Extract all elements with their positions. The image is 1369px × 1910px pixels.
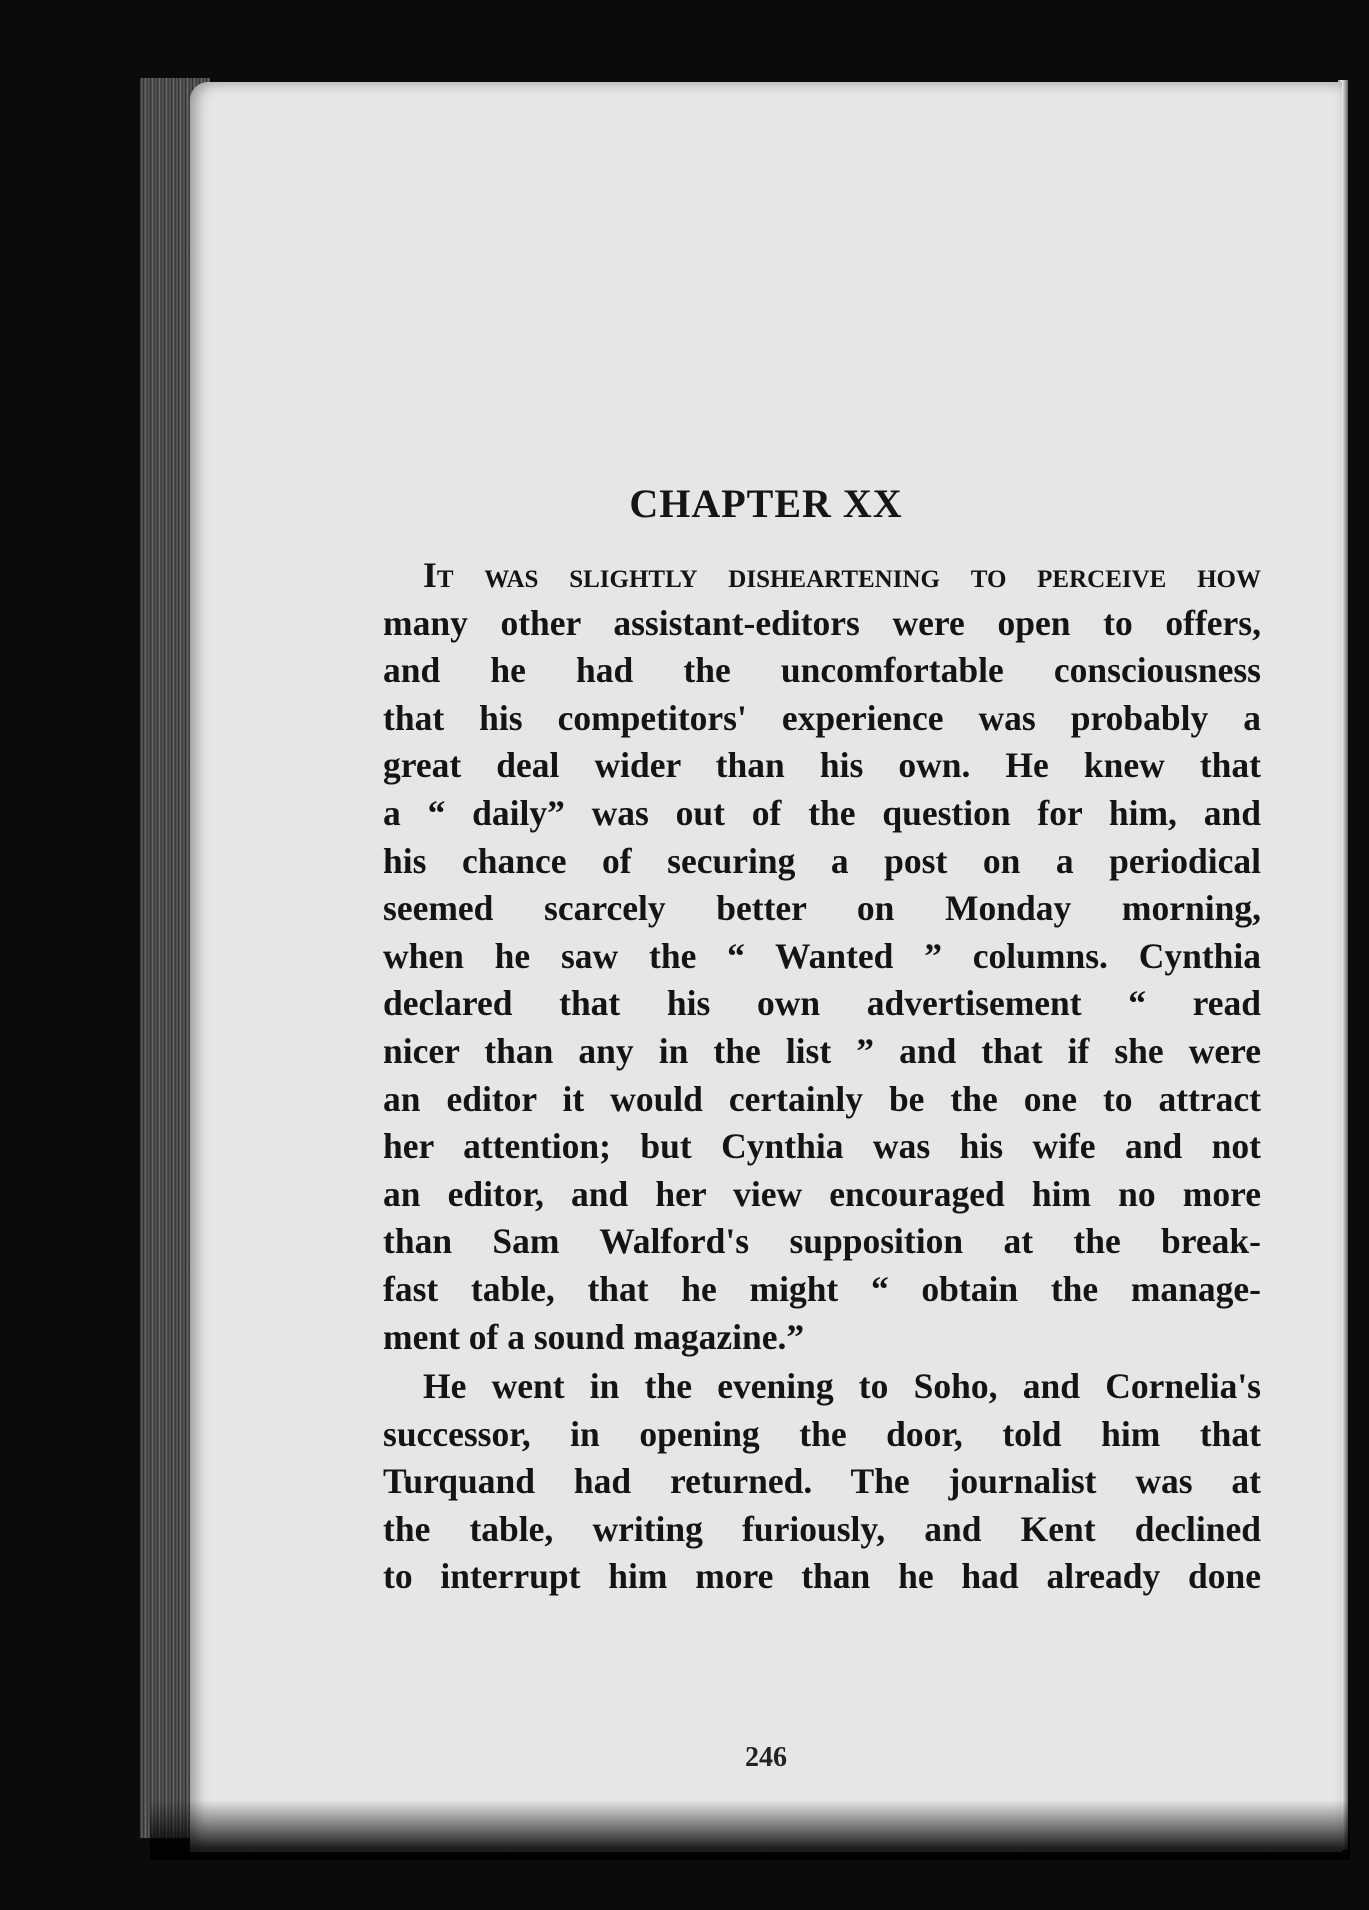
text-line: that his competitors' experience was probably a <box>383 697 1261 738</box>
text-line: fast table, that he might “ obtain the manage- <box>383 1268 1261 1309</box>
text-line: than Sam Walford's supposition at the break- <box>383 1221 1261 1262</box>
text-line: nicer than any in the list ” and that if she were <box>383 1030 1261 1071</box>
text-line: Turquand had returned. The journalist was at <box>383 1461 1261 1502</box>
text-line: great deal wider than his own. He knew that <box>383 745 1261 786</box>
text-line: and he had the uncomfortable consciousness <box>383 650 1261 691</box>
text-line: a “ daily” was out of the question for him, and <box>383 792 1261 833</box>
paragraph-2 <box>383 1363 1261 1601</box>
text-line: her attention; but Cynthia was his wife and not <box>383 1126 1261 1167</box>
text-line: his chance of securing a post on a periodical <box>383 840 1261 881</box>
bottom-shadow <box>150 1800 1350 1860</box>
chapter-title: CHAPTER XX <box>629 481 903 526</box>
paragraph-1 <box>383 552 1261 1361</box>
text-line <box>383 552 1261 600</box>
text-line: declared that his own advertisement “ read <box>383 983 1261 1024</box>
text-line: when he saw the “ Wanted ” columns. Cynthia <box>383 935 1261 976</box>
page-number: 246 <box>745 1742 787 1773</box>
text-line: successor, in opening the door, told him that <box>383 1413 1261 1454</box>
text-line: He went in the evening to Soho, and Cornelia's <box>423 1366 1261 1406</box>
text-line: ment of a sound magazine.” <box>383 1316 805 1357</box>
text-line-content: It was slightly disheartening to perceive how <box>423 555 1261 595</box>
text-line: an editor, and her view encouraged him no more <box>383 1173 1261 1214</box>
text-line: many other assistant-editors were open to offers, <box>383 602 1261 643</box>
text-line: the table, writing furiously, and Kent declined <box>383 1508 1261 1549</box>
text-line: an editor it would certainly be the one to attract <box>383 1078 1261 1119</box>
text-line: seemed scarcely better on Monday morning, <box>383 888 1261 929</box>
text-line: to interrupt him more than he had already done <box>383 1556 1261 1597</box>
